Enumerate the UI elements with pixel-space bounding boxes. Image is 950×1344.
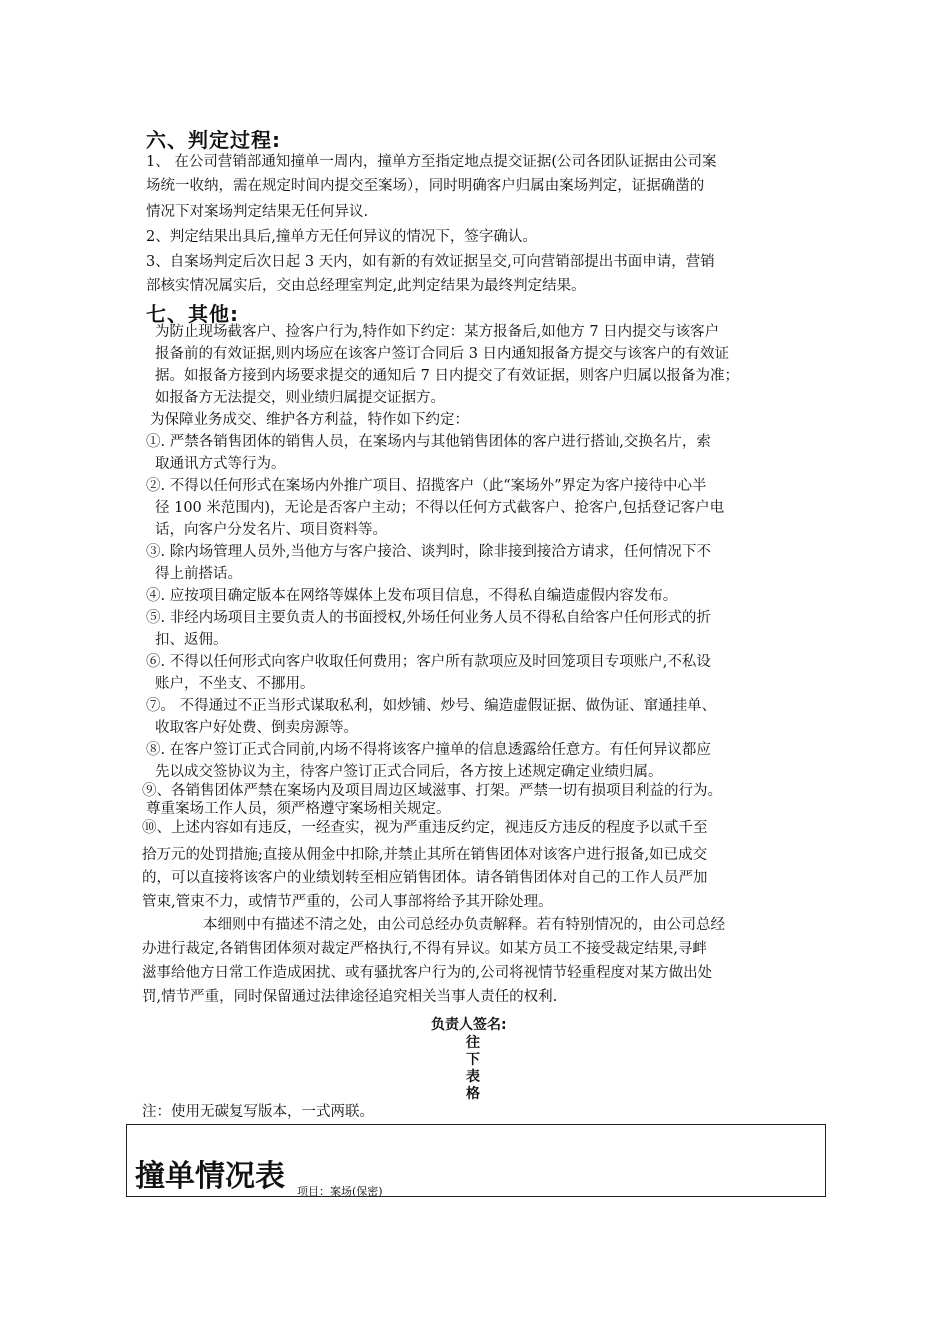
- section7-line: ⑥. 不得以任何形式向客户收取任何费用；客户所有款项应及时回笼项目专项账户,不私设: [146, 654, 711, 670]
- vertical-char: 格: [466, 1086, 480, 1102]
- collision-form-box: [126, 1124, 826, 1197]
- section7-line: ②. 不得以任何形式在案场内外推广项目、招揽客户（此“案场外”界定为客户接待中心半: [146, 478, 707, 494]
- section7-line: 本细则中有描述不清之处，由公司总经办负责解释。若有特别情况的，由公司总经: [203, 917, 725, 933]
- vertical-char: 往: [466, 1035, 480, 1051]
- section6-line: 部核实情况属实后，交由总经理室判定,此判定结果为最终判定结果。: [146, 278, 586, 294]
- section7-line: 扣、返佣。: [155, 632, 228, 648]
- section7-line: ①. 严禁各销售团体的销售人员，在案场内与其他销售团体的客户进行搭讪,交换名片，索: [146, 434, 711, 450]
- section7-line: ⑨、各销售团体严禁在案场内及项目周边区域滋事、打架。严禁一切有损项目利益的行为。: [142, 783, 722, 799]
- section7-line: ⑦。 不得通过不正当形式谋取私利，如炒铺、炒号、编造虚假证据、做伪证、窜通挂单、: [146, 698, 717, 714]
- usage-note: 注：使用无碳复写版本，一式两联。: [142, 1104, 374, 1120]
- section7-line: 的，可以直接将该客户的业绩划转至相应销售团体。请各销售团体对自己的工作人员严加: [142, 870, 708, 886]
- section6-line: 1、 在公司营销部通知撞单一周内，撞单方至指定地点提交证据(公司各团队证据由公司案: [146, 154, 717, 170]
- form-title: 撞单情况表: [135, 1159, 285, 1194]
- section7-line: 收取客户好处费、倒卖房源等。: [155, 720, 358, 736]
- section7-line: ③. 除内场管理人员外,当他方与客户接洽、谈判时，除非接到接洽方请求，任何情况下不: [146, 544, 711, 560]
- section6-line: 3、自案场判定后次日起 3 天内，如有新的有效证据呈交,可向营销部提出书面申请，营销: [146, 254, 715, 270]
- section6-line: 2、判定结果出具后,撞单方无任何异议的情况下，签字确认。: [146, 229, 537, 245]
- signature-label: 负责人签名:: [431, 1017, 507, 1033]
- section7-line: 拾万元的处罚措施;直接从佣金中扣除,并禁止其所在销售团体对该客户进行报备,如已成交: [142, 847, 708, 863]
- section6-line: 场统一收纳，需在规定时间内提交至案场），同时明确客户归属由案场判定，证据确凿的: [146, 178, 705, 194]
- section7-line: 办进行裁定,各销售团体须对裁定严格执行,不得有异议。如某方员工不接受裁定结果,寻衅: [142, 941, 707, 957]
- section7-line: 先以成交签协议为主，待客户签订正式合同后，各方按上述规定确定业绩归属。: [155, 764, 663, 780]
- vertical-char: 表: [466, 1069, 480, 1085]
- section7-line: ⑧. 在客户签订正式合同前,内场不得将该客户撞单的信息透露给任意方。有任何异议都应: [146, 742, 711, 758]
- section7-heading: 七、其他:: [146, 302, 239, 326]
- section7-line: 罚,情节严重，同时保留通过法律途径追究相关当事人责任的权利.: [142, 989, 558, 1005]
- section7-line: 管束,管束不力，或情节严重的，公司人事部将给予其开除处理。: [142, 894, 553, 910]
- section7-line: 尊重案场工作人员，须严格遵守案场相关规定。: [146, 801, 451, 817]
- section7-line: ⑩、上述内容如有违反，一经查实，视为严重违反约定，视违反方违反的程度予以贰千至: [142, 820, 708, 836]
- section7-line: ④. 应按项目确定版本在网络等媒体上发布项目信息，不得私自编造虚假内容发布。: [146, 588, 678, 604]
- section7-line: 话，向客户分发名片、项目资料等。: [155, 522, 387, 538]
- section7-line: 滋事给他方日常工作造成困扰、或有骚扰客户行为的,公司将视情节轻重程度对某方做出处: [142, 965, 713, 981]
- form-subtitle: 项目：案场(保密): [297, 1185, 383, 1198]
- section7-line: 得上前搭话。: [155, 566, 242, 582]
- section7-line: 如报备方无法提交，则业绩归属提交证据方。: [155, 390, 445, 406]
- section7-line: 为防止现场截客户、捡客户行为,特作如下约定：某方报备后,如他方 7 日内提交与该客户: [155, 324, 720, 340]
- section7-line: 据。如报备方接到内场要求提交的通知后 7 日内提交了有效证据，则客户归属以报备为准；: [155, 368, 739, 384]
- section6-line: 情况下对案场判定结果无任何异议.: [146, 204, 369, 220]
- vertical-char: 下: [466, 1052, 480, 1068]
- section7-line: 账户，不坐支、不挪用。: [155, 676, 315, 692]
- section7-line: 径 100 米范围内)，无论是否客户主动；不得以任何方式截客户、抢客户,包括登记客户电: [155, 500, 725, 516]
- section7-line: 报备前的有效证据,则内场应在该客户签订合同后 3 日内通知报备方提交与该客户的有效证: [155, 346, 730, 362]
- section7-line: 为保障业务成交、维护各方利益，特作如下约定：: [150, 412, 469, 428]
- section7-line: ⑤. 非经内场项目主要负责人的书面授权,外场任何业务人员不得私自给客户任何形式的折: [146, 610, 711, 626]
- section6-heading: 六、判定过程:: [146, 128, 281, 152]
- section7-line: 取通讯方式等行为。: [155, 456, 286, 472]
